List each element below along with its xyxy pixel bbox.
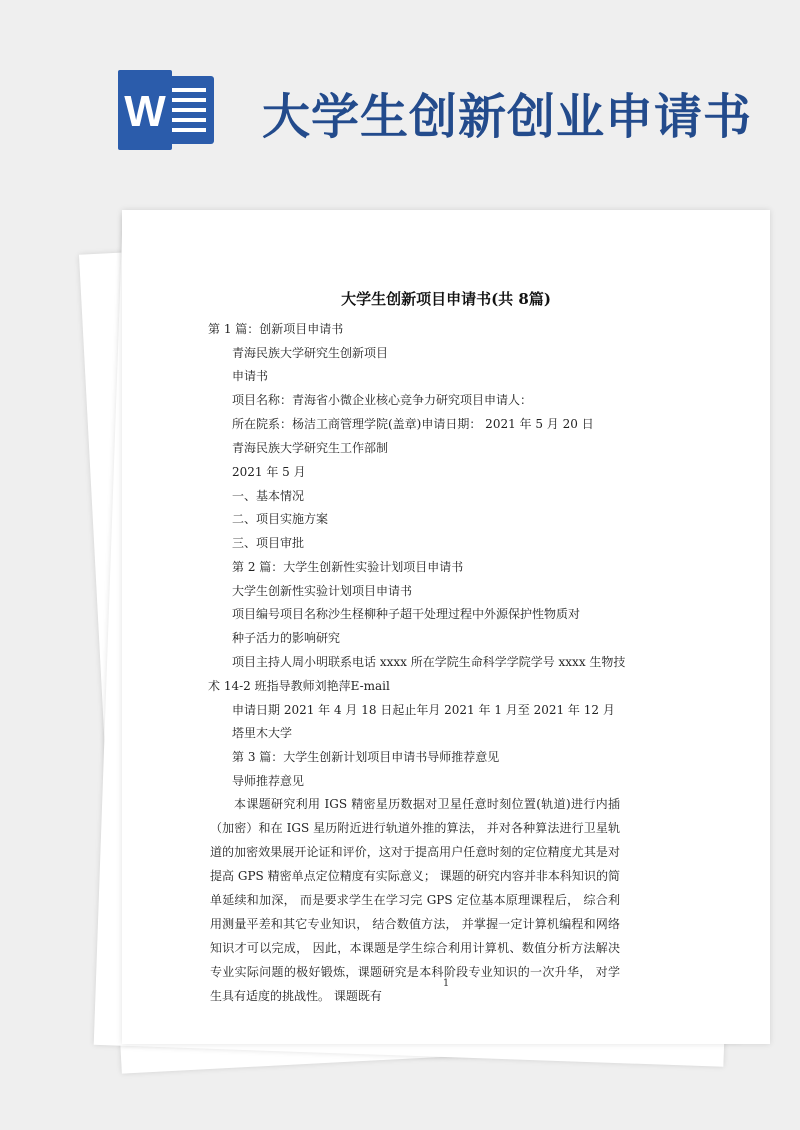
doc-line: 申请书: [232, 369, 269, 383]
document-page: [122, 210, 770, 1044]
doc-line: 导师推荐意见: [232, 774, 305, 788]
doc-line: 项目编号项目名称沙生柽柳种子超干处理过程中外源保护性物质对: [232, 607, 581, 621]
doc-line: 项目名称：青海省小微企业核心竞争力研究项目申请人：: [232, 393, 533, 407]
word-document-icon: [118, 70, 218, 150]
doc-line: 大学生创新性实验计划项目申请书: [232, 584, 413, 598]
doc-line: 青海民族大学研究生工作部制: [232, 441, 389, 455]
doc-line: 三、项目审批: [232, 536, 305, 550]
doc-line: 所在院系：杨洁工商管理学院(盖章)申请日期： 2021 年 5 月 20 日: [232, 417, 594, 431]
doc-line: 一、基本情况: [232, 489, 305, 503]
doc-line: 二、项目实施方案: [232, 512, 329, 526]
doc-line: 青海民族大学研究生创新项目: [232, 346, 389, 360]
doc-line: 种子活力的影响研究: [232, 631, 341, 645]
banner: [0, 0, 800, 200]
doc-line: 第 2 篇：大学生创新性实验计划项目申请书: [232, 560, 464, 574]
doc-line: 塔里木大学: [232, 726, 293, 740]
doc-line: 术 14-2 班指导教师刘艳萍E-mail: [208, 679, 390, 693]
doc-line: 第 3 篇：大学生创新计划项目申请书导师推荐意见: [232, 750, 500, 764]
doc-line: 项目主持人周小明联系电话 xxxx 所在学院生命科学学院学号 xxxx 生物技: [232, 655, 626, 669]
body-paragraph: 本课题研究利用 IGS 精密星历数据对卫星任意时刻位置(轨道)进行内插（加密）和在 IGS 星历附近进行轨道外推的算法， 并对各种算法进行卫星轨道的加密效果展开论证和评价，这对于提高用户任意时刻的定位精度尤其是对提高 GPS 精密单点定位精度有实际意义； 课题的研究内容并非本科知识的简单延续和加深， 而是要求学生在学习完 GPS 定位基本原理课程后， 综合利用测量平差和其它专业知识， 结合数值方法， 并掌握一定计算机编程和网络知识才可以完成， 因此，本课题是学生综合利用计算机、数值分析方法解决专业实际问题的极好锻炼，课题研究是本科阶段专业知识的一次升华， 对学生具有适度的挑战性。 课题既有: [210, 797, 620, 1003]
doc-line: 第 1 篇：创新项目申请书: [208, 322, 344, 336]
doc-line: 申请日期 2021 年 4 月 18 日起止年月 2021 年 1 月至 2021 年 12 月: [232, 703, 615, 717]
page-number: 1: [442, 978, 450, 989]
document-title: 大学生创新项目申请书(共 8篇): [341, 290, 551, 308]
doc-line: 2021 年 5 月: [232, 465, 306, 479]
banner-title: 大学生创新创业申请书: [262, 89, 753, 145]
svg-text:W: W: [124, 87, 166, 136]
